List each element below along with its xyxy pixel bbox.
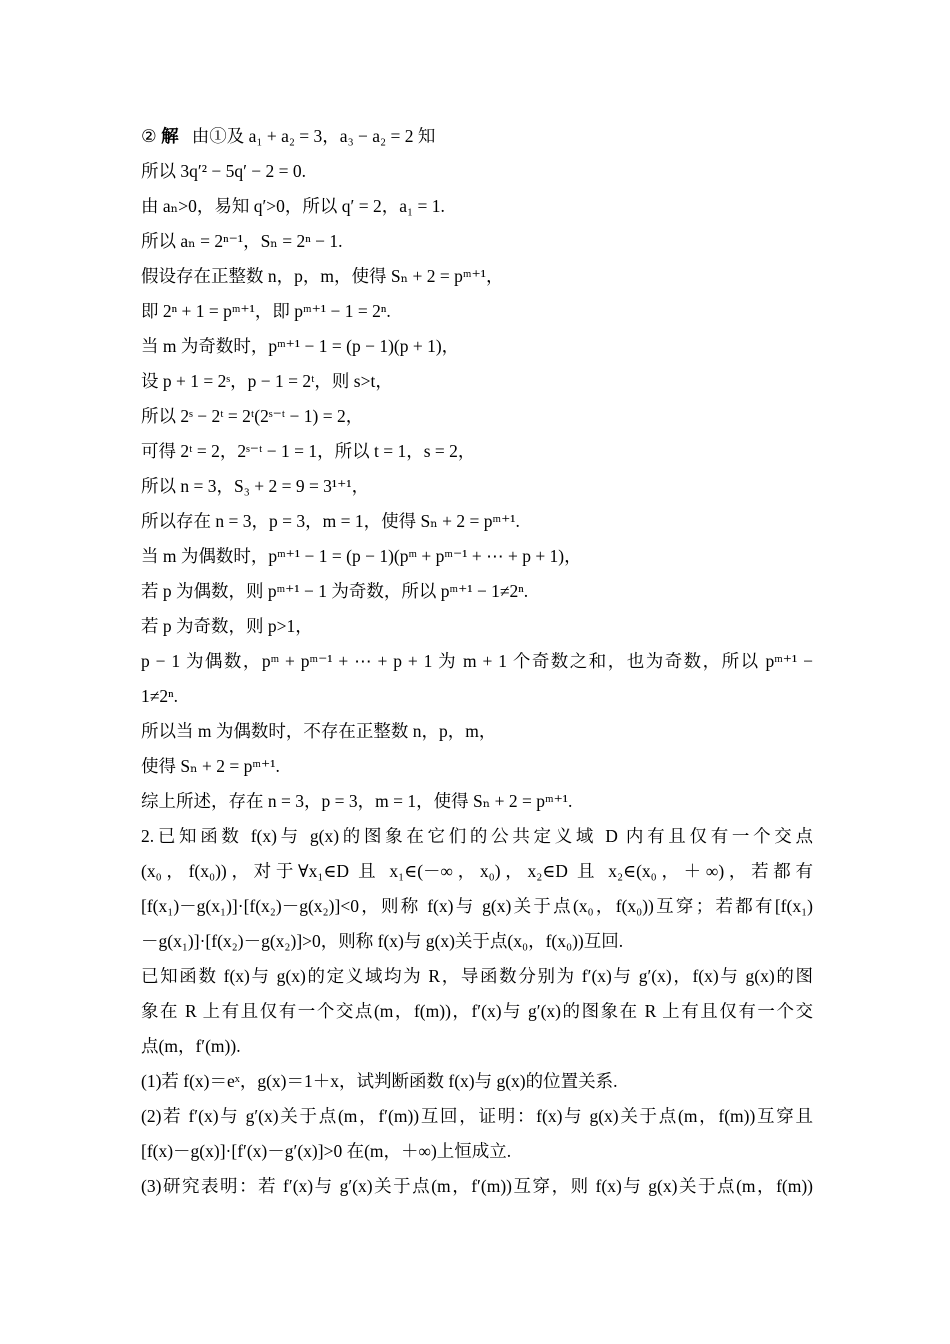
problem-intro-line: [f(x₁)－g(x₁)]·[f(x₂)－g(x₂)]<0，则称 f(x)与 g(x)关于点(x₀，f(x₀))互穿；若都有[f(x₁) [141,896,813,916]
solution-line: 当 m 为偶数时，pᵐ⁺¹ − 1 = (p − 1)(pᵐ + pᵐ⁻¹ + ⋯ + p + 1)， [141,546,582,566]
solution-line: p − 1 为偶数，pᵐ + pᵐ⁻¹ + ⋯ + p + 1 为 m + 1 个奇数之和，也为奇数，所以 pᵐ⁺¹ − [141,651,813,671]
solution-line: 假设存在正整数 n，p，m，使得 Sₙ + 2 = pᵐ⁺¹， [141,266,504,286]
solution-line: 所以 2ˢ − 2ᵗ = 2ᵗ(2ˢ⁻ᵗ − 1) = 2， [141,406,364,426]
solution-line: 由 aₙ>0，易知 q′>0，所以 q′ = 2，a₁ = 1. [141,196,445,216]
solution-line: 综上所述，存在 n = 3，p = 3，m = 1，使得 Sₙ + 2 = pᵐ⁺¹. [141,791,573,811]
solution-line: 所以 n = 3，S₃ + 2 = 9 = 3¹⁺¹， [141,476,370,496]
solution-line: 设 p + 1 = 2ˢ，p − 1 = 2ᵗ，则 s>t， [141,371,393,391]
solution-line: 即 2ⁿ + 1 = pᵐ⁺¹，即 pᵐ⁺¹ − 1 = 2ⁿ. [141,301,391,321]
solution-heading-word: 解 [161,126,179,146]
solution-line: 若 p 为奇数，则 p>1， [141,616,313,636]
problem-intro-line: 2.已知函数 f(x)与 g(x)的图象在它们的公共定义域 D 内有且仅有一个交点 [141,826,813,846]
problem-intro-line: (x₀，f(x₀))，对于∀x₁∈D 且 x₁∈(－∞，x₀)，x₂∈D 且 x₂∈(x₀，＋∞)，若都有 [141,861,813,881]
solution-line: 使得 Sₙ + 2 = pᵐ⁺¹. [141,756,280,776]
solution-line: 当 m 为奇数时，pᵐ⁺¹ − 1 = (p − 1)(p + 1)， [141,336,460,356]
solution-line: 由①及 a₁ + a₂ = 3，a₃ − a₂ = 2 知 [191,126,436,146]
solution-heading-line [141,125,813,147]
solution-line: 可得 2ᵗ = 2，2ˢ⁻ᵗ − 1 = 1，所以 t = 1，s = 2， [141,441,476,461]
solution-line: 1≠2ⁿ. [141,686,178,706]
solution-line: 所以存在 n = 3，p = 3，m = 1，使得 Sₙ + 2 = pᵐ⁺¹. [141,511,520,531]
solution-heading-marker: ② [141,126,162,146]
solution-line: 所以 3q′² − 5q′ − 2 = 0. [141,161,307,181]
solution-line: 所以当 m 为偶数时，不存在正整数 n，p，m， [141,721,497,741]
solution-line: 所以 aₙ = 2ⁿ⁻¹，Sₙ = 2ⁿ − 1. [141,231,343,251]
problem-part-3: (3)研究表明：若 f′(x)与 g′(x)关于点(m，f′(m))互穿，则 f(x)与 g(x)关于点(m，f(m)) [141,1176,813,1196]
problem-part-2-line: [f(x)－g(x)]·[f′(x)－g′(x)]>0 在(m，＋∞)上恒成立. [141,1141,512,1161]
problem-part-1: (1)若 f(x)＝eˣ，g(x)＝1＋x，试判断函数 f(x)与 g(x)的位置关系. [141,1071,618,1091]
problem-intro-line: －g(x₁)]·[f(x₂)－g(x₂)]>0，则称 f(x)与 g(x)关于点(x₀，f(x₀))互回. [141,931,624,951]
problem-setup-line: 已知函数 f(x)与 g(x)的定义域均为 R，导函数分别为 f′(x)与 g′(x)，f(x)与 g(x)的图 [141,966,813,986]
problem-setup-line: 点(m，f′(m)). [141,1036,241,1056]
problem-setup-line: 象在 R 上有且仅有一个交点(m，f(m))，f′(x)与 g′(x)的图象在 R 上有且仅有一个交 [141,1001,813,1021]
solution-line: 若 p 为偶数，则 pᵐ⁺¹ − 1 为奇数，所以 pᵐ⁺¹ − 1≠2ⁿ. [141,581,529,601]
problem-part-2-line: (2)若 f′(x)与 g′(x)关于点(m，f′(m))互回，证明：f(x)与 g(x)关于点(m，f(m))互穿且 [141,1106,813,1126]
